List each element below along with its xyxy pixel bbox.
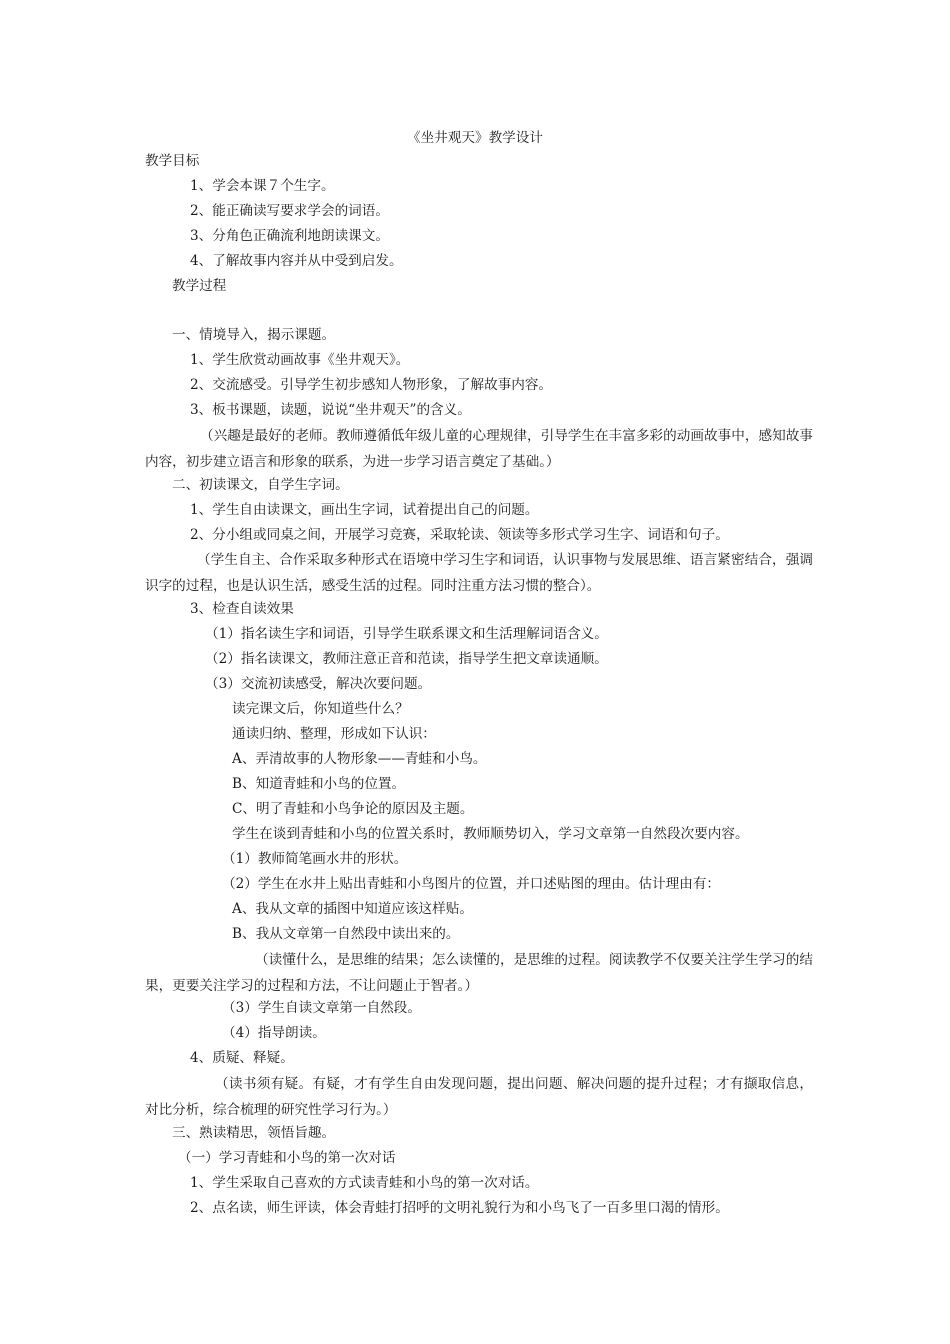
section-heading: 二、初读课文，自学生字词。 (172, 477, 349, 493)
list-item: 2、交流感受。引导学生初步感知人物形象，了解故事内容。 (190, 377, 553, 393)
list-item: 3、板书课题，读题，说说“坐井观天”的含义。 (190, 402, 471, 418)
step-item: （1）教师简笔画水井的形状。 (222, 851, 408, 867)
goals-heading: 教学目标 (145, 153, 200, 169)
check-item: （2）指名读课文，教师注意正音和范读，指导学生把文章读通顺。 (205, 651, 608, 667)
step-item: （4）指导朗读。 (222, 1025, 326, 1041)
list-item: 3、检查自读效果 (190, 601, 294, 617)
list-item: 4、质疑、释疑。 (190, 1050, 294, 1066)
list-item: 1、学生欣赏动画故事《坐井观天》。 (190, 352, 410, 368)
goal-item: 2、能正确读写要求学会的词语。 (190, 203, 389, 219)
process-heading: 教学过程 (172, 278, 227, 294)
comment-note: （读书须有疑。有疑，才有学生自由发现问题，提出问题、解决问题的提升过程；才有撷取信息，对比分析，综合梳理的研究性学习行为。） (145, 1076, 813, 1118)
document-title: 《坐井观天》教学设计 (407, 130, 543, 146)
section-heading: 一、情境导入，揭示课题。 (172, 327, 336, 343)
comment-note: （学生自主、合作采取多种形式在语境中学习生字和词语，认识事物与发展思维、语言紧密结合，强调识字的过程，也是认识生活，感受生活的过程。同时注重方法习惯的整合）。 (145, 552, 813, 594)
reason-item: B、我从文章第一自然段中读出来的。 (232, 926, 460, 942)
goal-item: 3、分角色正确流利地朗读课文。 (190, 228, 389, 244)
step-item: （3）学生自读文章第一自然段。 (222, 1000, 421, 1016)
reason-item: A、我从文章的插图中知道应该这样贴。 (232, 901, 473, 917)
subsection-heading: （一）学习青蛙和小鸟的第一次对话 (178, 1150, 396, 1166)
list-item: 1、学生自由读课文，画出生字词，试着提出自己的问题。 (190, 502, 539, 518)
transition-line: 学生在谈到青蛙和小鸟的位置关系时，教师顺势切入，学习文章第一自然段次要内容。 (232, 826, 749, 842)
check-item: （3）交流初读感受，解决次要问题。 (205, 676, 432, 692)
list-item: 1、学生采取自己喜欢的方式读青蛙和小鸟的第一次对话。 (190, 1175, 539, 1191)
comment-note: （读懂什么，是思维的结果；怎么读懂的，是思维的过程。阅读教学不仅要关注学生学习的结果，更要关注学习的过程和方法，不让问题止于智者。） (145, 952, 813, 994)
point-item: A、弄清故事的人物形象——青蛙和小鸟。 (232, 751, 487, 767)
list-item: 2、点名读，师生评读，体会青蛙打招呼的文明礼貌行为和小鸟飞了一百多里口渴的情形。 (190, 1200, 729, 1216)
goal-item: 4、了解故事内容并从中受到启发。 (190, 253, 403, 269)
goal-item: 1、学会本课７个生字。 (190, 178, 335, 194)
check-item: （1）指名读生字和词语，引导学生联系课文和生活理解词语含义。 (205, 626, 608, 642)
comment-note: （兴趣是最好的老师。教师遵循低年级儿童的心理规律，引导学生在丰富多彩的动画故事中，感知故事内容，初步建立语言和形象的联系，为进一步学习语言奠定了基础。） (145, 428, 813, 470)
section-heading: 三、熟读精思，领悟旨趣。 (172, 1125, 336, 1141)
question-line: 通读归纳、整理，形成如下认识： (232, 726, 436, 742)
list-item: 2、分小组或同桌之间，开展学习竞赛，采取轮读、领读等多形式学习生字、词语和句子。 (190, 527, 729, 543)
point-item: C、明了青蛙和小鸟争论的原因及主题。 (232, 801, 474, 817)
point-item: B、知道青蛙和小鸟的位置。 (232, 776, 406, 792)
question-line: 读完课文后，你知道些什么？ (232, 701, 409, 717)
step-item: （2）学生在水井上贴出青蛙和小鸟图片的位置，并口述贴图的理由。估计理由有： (222, 876, 721, 892)
